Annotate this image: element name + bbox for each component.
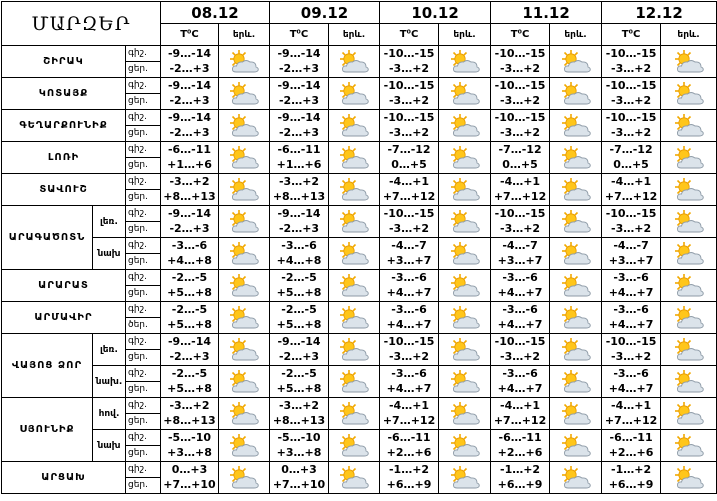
night-temp: -10…-15 [602,110,661,126]
day-label: ցեր. [126,286,161,302]
night-temp: -4…+1 [491,398,550,414]
night-temp: 0…+3 [270,462,329,478]
night-temp: -10…-15 [602,206,661,222]
day-temp: +7…+12 [491,414,550,430]
night-temp: -4…+1 [602,174,661,190]
day-label: ցեր. [126,126,161,142]
day-temp: +2…+6 [602,446,661,462]
night-temp: -7…-12 [602,142,661,158]
night-temp: -5…-10 [270,430,329,446]
day-temp: -2…+3 [161,126,219,142]
day-temp: +3…+7 [602,254,661,270]
day-temp: -2…+3 [270,222,329,238]
day-temp: -2…+3 [270,350,329,366]
day-temp: +4…+7 [491,382,550,398]
date-header: 09.12 [270,2,380,24]
temp-unit-header: T⁰C [491,24,550,46]
night-temp: -9…-14 [270,110,329,126]
day-label: ցեր. [126,414,161,430]
partly-cloudy-sun-icon [661,110,717,142]
day-temp: -3…+2 [380,222,439,238]
day-label: ցեր. [126,190,161,206]
night-temp: -2…-5 [161,270,219,286]
partly-cloudy-sun-icon [329,334,380,366]
day-temp: 0…+5 [602,158,661,174]
region-name: ԱՐԱՐԱՏ [2,270,126,302]
partly-cloudy-sun-icon [661,174,717,206]
region-name: ՏԱՎՈՒՇ [2,174,126,206]
day-temp: +4…+7 [491,286,550,302]
day-temp: -3…+2 [602,126,661,142]
night-temp: -2…-5 [270,366,329,382]
region-name: ՇԻՐԱԿ [2,46,126,78]
date-header: 10.12 [380,2,491,24]
partly-cloudy-sun-icon [661,78,717,110]
partly-cloudy-sun-icon [219,398,270,430]
night-temp: -3…-6 [491,366,550,382]
weather-header: երև. [439,24,491,46]
night-temp: -10…-15 [380,46,439,62]
day-temp: -3…+2 [380,126,439,142]
night-temp: -4…+1 [380,398,439,414]
day-label: ցեր. [126,94,161,110]
table-title: ՄԱՐԶԵՐ [2,2,161,46]
partly-cloudy-sun-icon [550,174,602,206]
night-temp: -10…-15 [380,206,439,222]
day-temp: -3…+2 [602,94,661,110]
day-temp: +4…+7 [602,318,661,334]
table-row [2,206,717,222]
night-temp: -1…+2 [602,462,661,478]
day-temp: 0…+5 [491,158,550,174]
day-temp: -2…+3 [270,62,329,78]
day-temp: +5…+8 [161,318,219,334]
partly-cloudy-sun-icon [661,366,717,398]
night-temp: -3…+2 [161,174,219,190]
night-temp: -10…-15 [380,78,439,94]
table-row [2,334,717,350]
night-temp: -6…-11 [161,142,219,158]
night-temp: -4…-7 [380,238,439,254]
partly-cloudy-sun-icon [329,398,380,430]
day-label: ցեր. [126,478,161,494]
night-temp: -10…-15 [602,334,661,350]
night-label: գիշ. [126,302,161,318]
day-temp: +5…+8 [270,286,329,302]
table-row [2,270,717,286]
partly-cloudy-sun-icon [661,46,717,78]
region-name: ԳԵՂԱՐՔՈՒՆԻՔ [2,110,126,142]
day-temp: +4…+8 [161,254,219,270]
partly-cloudy-sun-icon [550,366,602,398]
partly-cloudy-sun-icon [439,302,491,334]
table-row [2,78,717,94]
night-temp: 0…+3 [161,462,219,478]
night-temp: -10…-15 [380,334,439,350]
day-temp: -3…+2 [491,350,550,366]
night-temp: -10…-15 [491,206,550,222]
night-label: գիշ. [126,110,161,126]
partly-cloudy-sun-icon [550,206,602,238]
day-temp: +6…+9 [491,478,550,494]
region-name: ԱՐՄԱՎԻՐ [2,302,126,334]
night-temp: -9…-14 [161,78,219,94]
partly-cloudy-sun-icon [329,110,380,142]
partly-cloudy-sun-icon [219,238,270,270]
day-temp: +4…+7 [602,382,661,398]
subregion-label: նախ. [93,366,126,398]
day-temp: +6…+9 [602,478,661,494]
forecast-table [1,1,717,494]
table-row [2,462,717,478]
table-row [2,398,717,414]
partly-cloudy-sun-icon [661,302,717,334]
night-temp: -9…-14 [161,206,219,222]
night-temp: -3…-6 [380,302,439,318]
partly-cloudy-sun-icon [439,206,491,238]
weather-header: երև. [329,24,380,46]
night-temp: -3…-6 [602,302,661,318]
partly-cloudy-sun-icon [219,206,270,238]
day-label: ծեր. [126,318,161,334]
night-label: գիշ. [126,398,161,414]
day-temp: -3…+2 [602,222,661,238]
partly-cloudy-sun-icon [219,142,270,174]
partly-cloudy-sun-icon [661,142,717,174]
day-temp: 0…+5 [380,158,439,174]
day-temp: -3…+2 [602,350,661,366]
day-temp: +5…+8 [270,318,329,334]
day-temp: +4…+8 [270,254,329,270]
night-temp: -3…-6 [491,302,550,318]
partly-cloudy-sun-icon [439,78,491,110]
night-label: գիշ. [126,78,161,94]
partly-cloudy-sun-icon [439,270,491,302]
table-row [2,174,717,190]
partly-cloudy-sun-icon [550,142,602,174]
day-temp: +6…+9 [380,478,439,494]
night-temp: -4…-7 [491,238,550,254]
region-name: ԼՈՌԻ [2,142,126,174]
night-temp: -10…-15 [602,46,661,62]
day-temp: -3…+2 [380,62,439,78]
day-temp: +7…+10 [270,478,329,494]
night-temp: -3…-6 [602,366,661,382]
night-label: գիշ. [126,270,161,286]
night-temp: -9…-14 [270,78,329,94]
partly-cloudy-sun-icon [329,174,380,206]
night-temp: -2…-5 [270,270,329,286]
day-temp: -3…+2 [380,350,439,366]
day-temp: +8…+13 [270,414,329,430]
temp-unit-header: T⁰C [161,24,219,46]
night-temp: -3…+2 [270,398,329,414]
day-label: ցեր. [126,446,161,462]
night-temp: -9…-14 [270,206,329,222]
day-label: ցեր. [126,62,161,78]
partly-cloudy-sun-icon [550,78,602,110]
day-temp: +5…+8 [161,382,219,398]
date-header: 08.12 [161,2,270,24]
night-temp: -9…-14 [270,46,329,62]
night-temp: -9…-14 [161,110,219,126]
day-temp: +4…+7 [380,382,439,398]
day-temp: +2…+6 [491,446,550,462]
partly-cloudy-sun-icon [329,238,380,270]
night-temp: -10…-15 [602,78,661,94]
night-temp: -10…-15 [380,110,439,126]
partly-cloudy-sun-icon [439,46,491,78]
region-name: ԱՐՑԱԽ [2,462,126,494]
partly-cloudy-sun-icon [329,206,380,238]
night-label: գիշ. [126,206,161,222]
partly-cloudy-sun-icon [439,174,491,206]
subregion-label: հով. [93,398,126,430]
table-row [2,302,717,318]
partly-cloudy-sun-icon [219,334,270,366]
night-temp: -3…-6 [380,270,439,286]
partly-cloudy-sun-icon [329,430,380,462]
day-temp: -3…+2 [491,62,550,78]
partly-cloudy-sun-icon [439,142,491,174]
night-temp: -2…-5 [270,302,329,318]
partly-cloudy-sun-icon [439,334,491,366]
night-label: գիշ. [126,334,161,350]
partly-cloudy-sun-icon [661,334,717,366]
day-temp: -3…+2 [491,94,550,110]
partly-cloudy-sun-icon [550,110,602,142]
night-temp: -4…+1 [491,174,550,190]
partly-cloudy-sun-icon [661,238,717,270]
night-temp: -10…-15 [491,110,550,126]
night-label: գիշ. [126,462,161,478]
day-temp: +1…+6 [161,158,219,174]
night-label: գիշ. [126,174,161,190]
subregion-label: նախ [93,238,126,270]
table-row [2,110,717,126]
partly-cloudy-sun-icon [439,238,491,270]
day-temp: -3…+2 [491,126,550,142]
region-name: ՎԱՅՈՑ ՁՈՐ [2,334,93,398]
partly-cloudy-sun-icon [219,78,270,110]
day-temp: +7…+10 [161,478,219,494]
day-temp: -3…+2 [491,222,550,238]
day-temp: +1…+6 [270,158,329,174]
partly-cloudy-sun-icon [219,174,270,206]
day-temp: +8…+13 [161,190,219,206]
day-temp: -3…+2 [602,62,661,78]
night-temp: -9…-14 [161,46,219,62]
weather-header: երև. [219,24,270,46]
night-label: գիշ. [126,430,161,446]
date-header: 11.12 [491,2,602,24]
partly-cloudy-sun-icon [661,206,717,238]
region-name: ԱՐԱԳԱԾՈՏՆ [2,206,93,270]
day-temp: +3…+7 [491,254,550,270]
day-temp: -2…+3 [270,126,329,142]
partly-cloudy-sun-icon [329,142,380,174]
temp-unit-header: T⁰C [380,24,439,46]
partly-cloudy-sun-icon [219,430,270,462]
temp-unit-header: T⁰C [602,24,661,46]
partly-cloudy-sun-icon [219,366,270,398]
partly-cloudy-sun-icon [550,238,602,270]
day-temp: +5…+8 [270,382,329,398]
temp-unit-header: T⁰C [270,24,329,46]
partly-cloudy-sun-icon [550,46,602,78]
night-temp: -7…-12 [491,142,550,158]
night-temp: -4…+1 [380,174,439,190]
region-name: ԿՈՏԱՅՔ [2,78,126,110]
night-temp: -3…-6 [270,238,329,254]
night-temp: -10…-15 [491,46,550,62]
night-temp: -3…+2 [161,398,219,414]
day-label: ցեր. [126,382,161,398]
table-row [2,238,717,254]
day-temp: +3…+8 [161,446,219,462]
table-row [2,366,717,382]
region-name: ՍՅՈՒՆԻՔ [2,398,93,462]
night-label: գիշ. [126,366,161,382]
night-temp: -3…-6 [491,270,550,286]
night-temp: -7…-12 [380,142,439,158]
day-temp: -2…+3 [161,94,219,110]
partly-cloudy-sun-icon [661,398,717,430]
table-row [2,142,717,158]
night-temp: -2…-5 [161,366,219,382]
day-temp: +7…+12 [380,190,439,206]
day-label: ցեր. [126,222,161,238]
day-temp: +3…+7 [380,254,439,270]
day-temp: +4…+7 [491,318,550,334]
partly-cloudy-sun-icon [661,462,717,494]
partly-cloudy-sun-icon [439,398,491,430]
partly-cloudy-sun-icon [550,462,602,494]
night-temp: -3…-6 [380,366,439,382]
day-label: ցեր. [126,254,161,270]
night-temp: -4…-7 [602,238,661,254]
day-temp: +7…+12 [380,414,439,430]
partly-cloudy-sun-icon [329,462,380,494]
day-temp: +7…+12 [602,190,661,206]
night-temp: -10…-15 [491,78,550,94]
day-temp: -2…+3 [161,350,219,366]
night-temp: -3…-6 [161,238,219,254]
subregion-label: լեռ. [93,334,126,366]
night-temp: -6…-11 [380,430,439,446]
night-temp: -6…-11 [270,142,329,158]
partly-cloudy-sun-icon [550,430,602,462]
day-label: ցեր. [126,350,161,366]
night-temp: -1…+2 [380,462,439,478]
partly-cloudy-sun-icon [329,78,380,110]
table-row [2,46,717,62]
night-temp: -6…-11 [491,430,550,446]
weather-header: երև. [661,24,717,46]
partly-cloudy-sun-icon [219,46,270,78]
night-temp: -5…-10 [161,430,219,446]
partly-cloudy-sun-icon [329,270,380,302]
night-temp: -6…-11 [602,430,661,446]
partly-cloudy-sun-icon [661,270,717,302]
day-temp: +2…+6 [380,446,439,462]
night-temp: -4…+1 [602,398,661,414]
partly-cloudy-sun-icon [329,302,380,334]
day-temp: +4…+7 [380,318,439,334]
night-temp: -10…-15 [491,334,550,350]
day-label: ցեր. [126,158,161,174]
night-temp: -9…-14 [270,334,329,350]
partly-cloudy-sun-icon [439,430,491,462]
night-label: գիշ. [126,142,161,158]
day-temp: -2…+3 [161,222,219,238]
subregion-label: լեռ. [93,206,126,238]
day-temp: -2…+3 [270,94,329,110]
partly-cloudy-sun-icon [439,462,491,494]
table-row [2,430,717,446]
day-temp: +4…+7 [380,286,439,302]
day-temp: +7…+12 [491,190,550,206]
day-temp: -2…+3 [161,62,219,78]
night-temp: -1…+2 [491,462,550,478]
day-temp: +4…+7 [602,286,661,302]
date-header: 12.12 [602,2,717,24]
night-temp: -2…-5 [161,302,219,318]
partly-cloudy-sun-icon [219,302,270,334]
partly-cloudy-sun-icon [550,334,602,366]
partly-cloudy-sun-icon [219,110,270,142]
partly-cloudy-sun-icon [550,270,602,302]
partly-cloudy-sun-icon [219,462,270,494]
night-label: գիշ. [126,46,161,62]
partly-cloudy-sun-icon [329,46,380,78]
partly-cloudy-sun-icon [550,398,602,430]
night-label: գիշ. [126,238,161,254]
partly-cloudy-sun-icon [439,110,491,142]
day-temp: +3…+8 [270,446,329,462]
partly-cloudy-sun-icon [439,366,491,398]
day-temp: -3…+2 [380,94,439,110]
night-temp: -9…-14 [161,334,219,350]
partly-cloudy-sun-icon [329,366,380,398]
night-temp: -3…-6 [602,270,661,286]
day-temp: +5…+8 [161,286,219,302]
day-temp: +8…+13 [161,414,219,430]
day-temp: +8…+13 [270,190,329,206]
night-temp: -3…+2 [270,174,329,190]
day-temp: +7…+12 [602,414,661,430]
weather-header: երև. [550,24,602,46]
subregion-label: նախ [93,430,126,462]
partly-cloudy-sun-icon [550,302,602,334]
partly-cloudy-sun-icon [219,270,270,302]
partly-cloudy-sun-icon [661,430,717,462]
